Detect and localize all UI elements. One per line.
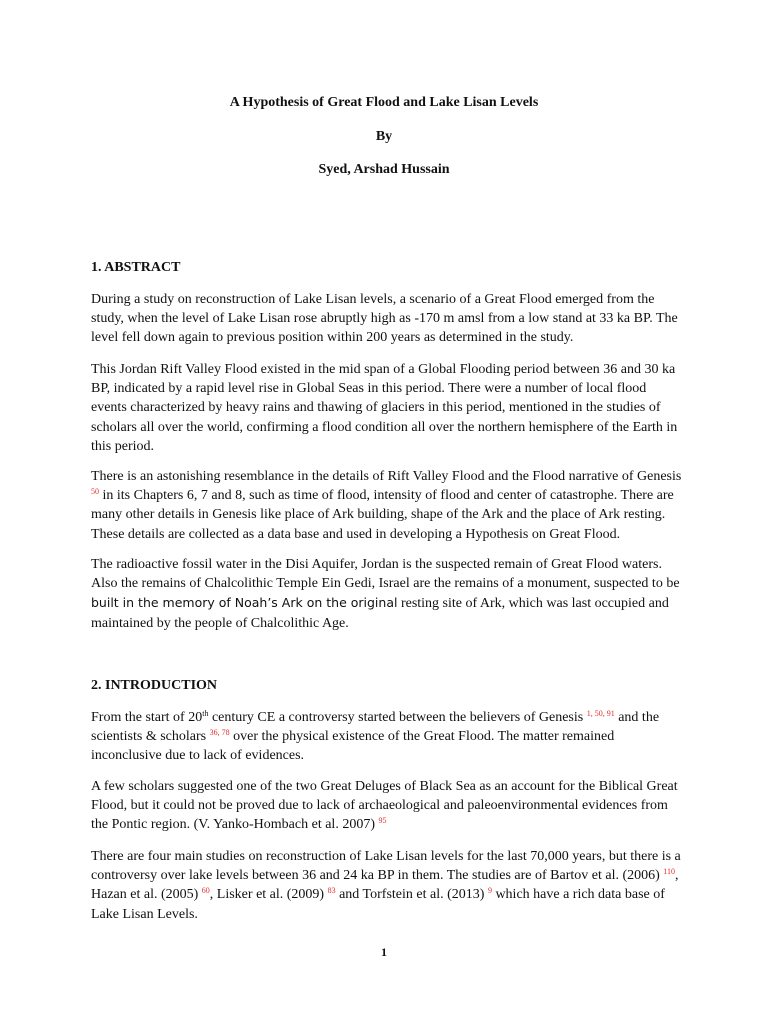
text-span: A few scholars suggested one of the two Great Deluges of Black Sea as an account for the Biblical Great Flood, but it could not be proved due to lack of archaeological and paleoenvironmental evidences from the Pontic region. (V. Yanko-Hombach et al. 2007) [91,779,678,833]
text-span-sans: built in the memory of Noah’s Ark on the original [91,595,398,611]
text-span: resting site of Ark, which was last occupied and maintained by the people of Chalcolithic Age. [91,596,669,631]
text-span: over the physical existence of the Great Flood. The matter remained inconclusive due to lack of evidences. [91,729,615,764]
reference-superscript: 60 [201,886,210,896]
abstract-heading: 1. ABSTRACT [91,260,181,275]
author-name: Syed, Arshad Hussain [318,162,450,177]
ordinal-superscript: th [202,709,209,718]
paper-title: A Hypothesis of Great Flood and Lake Lisan Levels [229,95,539,110]
text-span: in its Chapters 6, 7 and 8, such as time of flood, intensity of flood and center of catastrophe. There are many other details in Genesis like place of Ark building, shape of the Ark and the place of Ark resting. These details are collected as a data base and used in developing a Hypothesis on Great Flood. [91,488,674,542]
introduction-paragraph-1 [91,708,683,766]
introduction-paragraph-3 [91,847,683,924]
abstract-paragraph-2: This Jordan Rift Valley Flood existed in the mid span of a Global Flooding period between 36 and 30 ka BP, indicated by a rapid level rise in Global Seas in this period. There were a number of local flood events characterized by heavy rains and thawing of glaciers in this period, mentioned in the studies of scholars all over the world, confirming a flood condition all over the northern hemisphere of the Earth in this period. [91,362,678,454]
reference-superscript: 95 [378,816,387,826]
text-span: There is an astonishing resemblance in the details of Rift Valley Flood and the Flood narrative of Genesis [91,469,682,484]
text-span: The radioactive fossil water in the Disi Aquifer, Jordan is the suspected remain of Great Flood waters. Also the remains of Chalcolithic Temple Ein Gedi, Israel are the remains of a monument, suspected to be [91,557,680,592]
text-span: From the start of 20 [91,710,203,725]
text-span: which have a rich data base of Lake Lisan Levels. [91,887,665,922]
text-span: There are four main studies on reconstruction of Lake Lisan levels for the last 70,000 years, but there is a controversy over lake levels between 36 and 24 ka BP in them. The studies are of Bartov et al. (2006) [91,849,681,884]
abstract-paragraph-4 [91,555,683,633]
reference-superscript: 9 [487,886,492,896]
reference-superscript: 1, 50, 91 [586,709,615,718]
reference-superscript: 50 [91,487,99,497]
page-number: 1 [381,945,387,959]
introduction-heading: 2. INTRODUCTION [91,678,218,693]
text-span: , Hazan et al. (2005) [91,868,679,903]
byline-label: By [375,129,393,144]
abstract-paragraph-1: During a study on reconstruction of Lake Lisan levels, a scenario of a Great Flood emerged from the study, when the level of Lake Lisan rose abruptly high as -170 m amsl from a low stand at 33 ka BP. The level fell down again to previous position within 200 years as determined in the study. [91,292,678,346]
text-span: and the scientists & scholars [91,710,660,745]
reference-superscript: 83 [327,886,336,896]
text-span: century CE a controversy started between the believers of Genesis [208,710,587,725]
reference-superscript: 110 [663,867,675,877]
abstract-paragraph-3 [91,467,683,544]
reference-superscript: 36, 78 [209,728,230,738]
text-span: , Lisker et al. (2009) [209,887,328,903]
introduction-paragraph-2 [91,777,683,835]
text-span: and Torfstein et al. (2013) [335,887,488,903]
